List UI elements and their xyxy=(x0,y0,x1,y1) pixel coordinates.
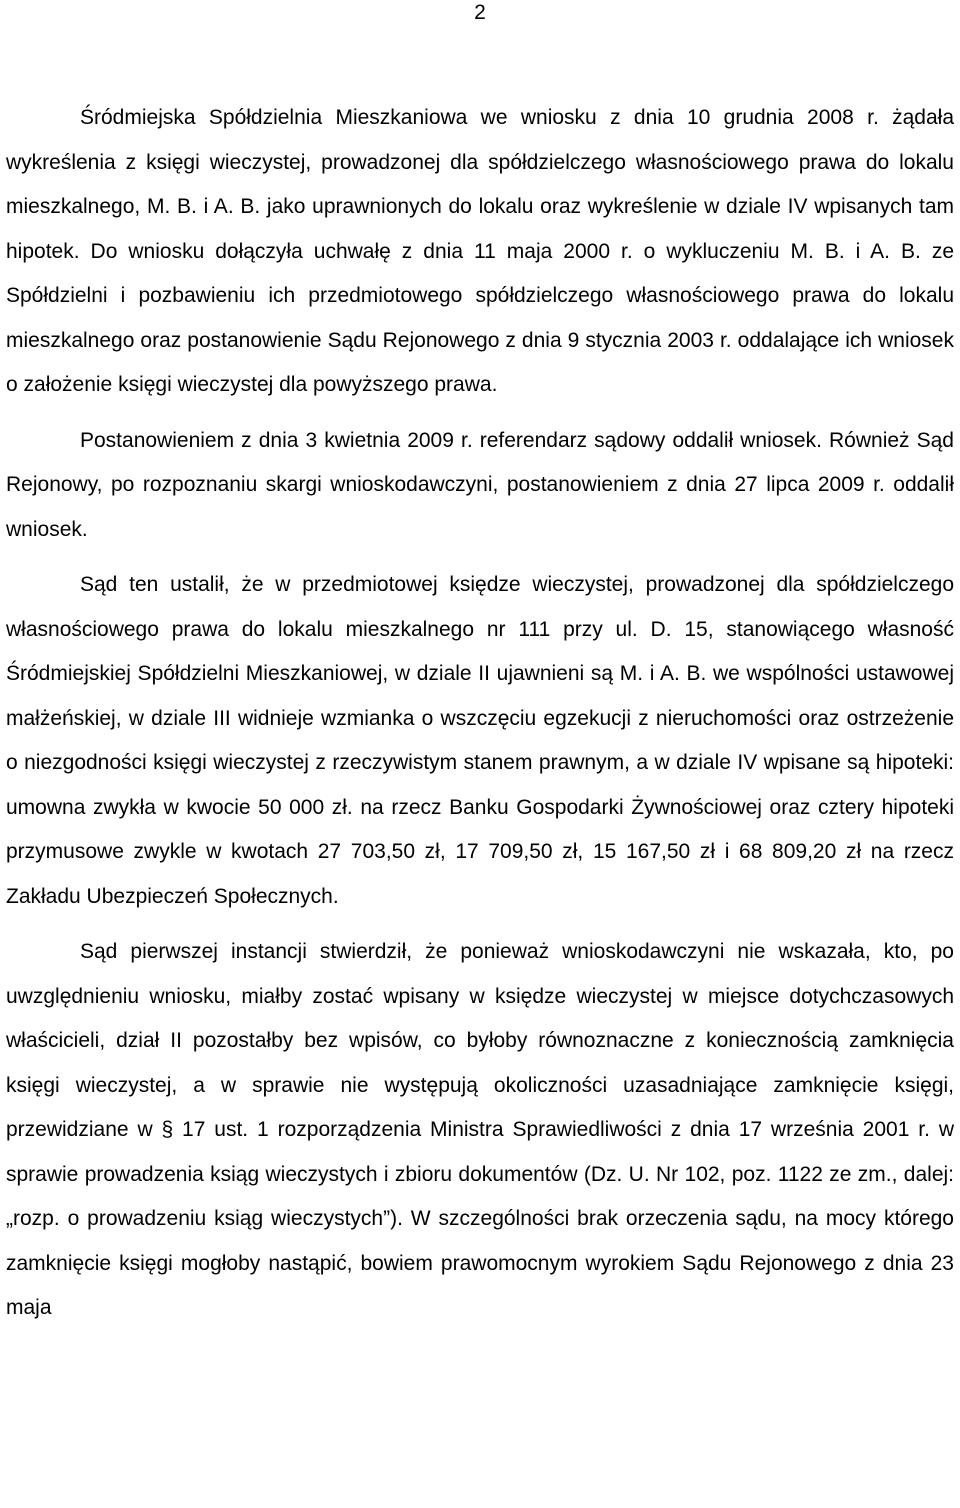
paragraph-3: Sąd ten ustalił, że w przedmiotowej księdze wieczystej, prowadzonej dla spółdzielczego własnościowego prawa do lokalu mieszkalnego nr 111 przy ul. D. 15, stanowiącego własność Śródmiejskiej Spółdzielni Mieszkaniowej, w dziale II ujawnieni są M. i A. B. we wspólności ustawowej małżeńskiej, w dziale III widnieje wzmianka o wszczęciu egzekucji z nieruchomości oraz ostrzeżenie o niezgodności księgi wieczystej z rzeczywistym stanem prawnym, a w dziale IV wpisane są hipoteki: umowna zwykła w kwocie 50 000 zł. na rzecz Banku Gospodarki Żywnościowej oraz cztery hipoteki przymusowe zwykle w kwotach 27 703,50 zł, 17 709,50 zł, 15 167,50 zł i 68 809,20 zł na rzecz Zakładu Ubezpieczeń Społecznych. xyxy=(6,573,954,908)
document-body xyxy=(6,96,954,1331)
paragraph-2: Postanowieniem z dnia 3 kwietnia 2009 r. referendarz sądowy oddalił wniosek. Również Sąd Rejonowy, po rozpoznaniu skargi wnioskodawczyni, postanowieniem z dnia 27 lipca 2009 r. oddalił wniosek. xyxy=(6,428,954,541)
paragraph-4: Sąd pierwszej instancji stwierdził, że ponieważ wnioskodawczyni nie wskazała, kto, po uwzględnieniu wniosku, miałby zostać wpisany w księdze wieczystej w miejsce dotychczasowych właścicieli, dział II pozostałby bez wpisów, co byłoby równoznaczne z koniecznością zamknięcia księgi wieczystej, a w sprawie nie występują okoliczności uzasadniające zamknięcie księgi, przewidziane w § 17 ust. 1 rozporządzenia Ministra Sprawiedliwości z dnia 17 września 2001 r. w sprawie prowadzenia ksiąg wieczystych i zbioru dokumentów (Dz. U. Nr 102, poz. 1122 ze zm., dalej: „rozp. o prowadzeniu ksiąg wieczystych”). W szczególności brak orzeczenia sądu, na mocy którego zamknięcie księgi mogłoby nastąpić, bowiem prawomocnym wyrokiem Sądu Rejonowego z dnia 23 maja xyxy=(6,940,954,1319)
page-number: 2 xyxy=(474,1,486,24)
paragraph-1: Śródmiejska Spółdzielnia Mieszkaniowa we wniosku z dnia 10 grudnia 2008 r. żądała wykreślenia z księgi wieczystej, prowadzonej dla spółdzielczego własnościowego prawa do lokalu mieszkalnego, M. B. i A. B. jako uprawnionych do lokalu oraz wykreślenie w dziale IV wpisanych tam hipotek. Do wniosku dołączyła uchwałę z dnia 11 maja 2000 r. o wykluczeniu M. B. i A. B. ze Spółdzielni i pozbawieniu ich przedmiotowego spółdzielczego własnościowego prawa do lokalu mieszkalnego oraz postanowienie Sądu Rejonowego z dnia 9 stycznia 2003 r. oddalające ich wniosek o założenie księgi wieczystej dla powyższego prawa. xyxy=(6,106,954,396)
